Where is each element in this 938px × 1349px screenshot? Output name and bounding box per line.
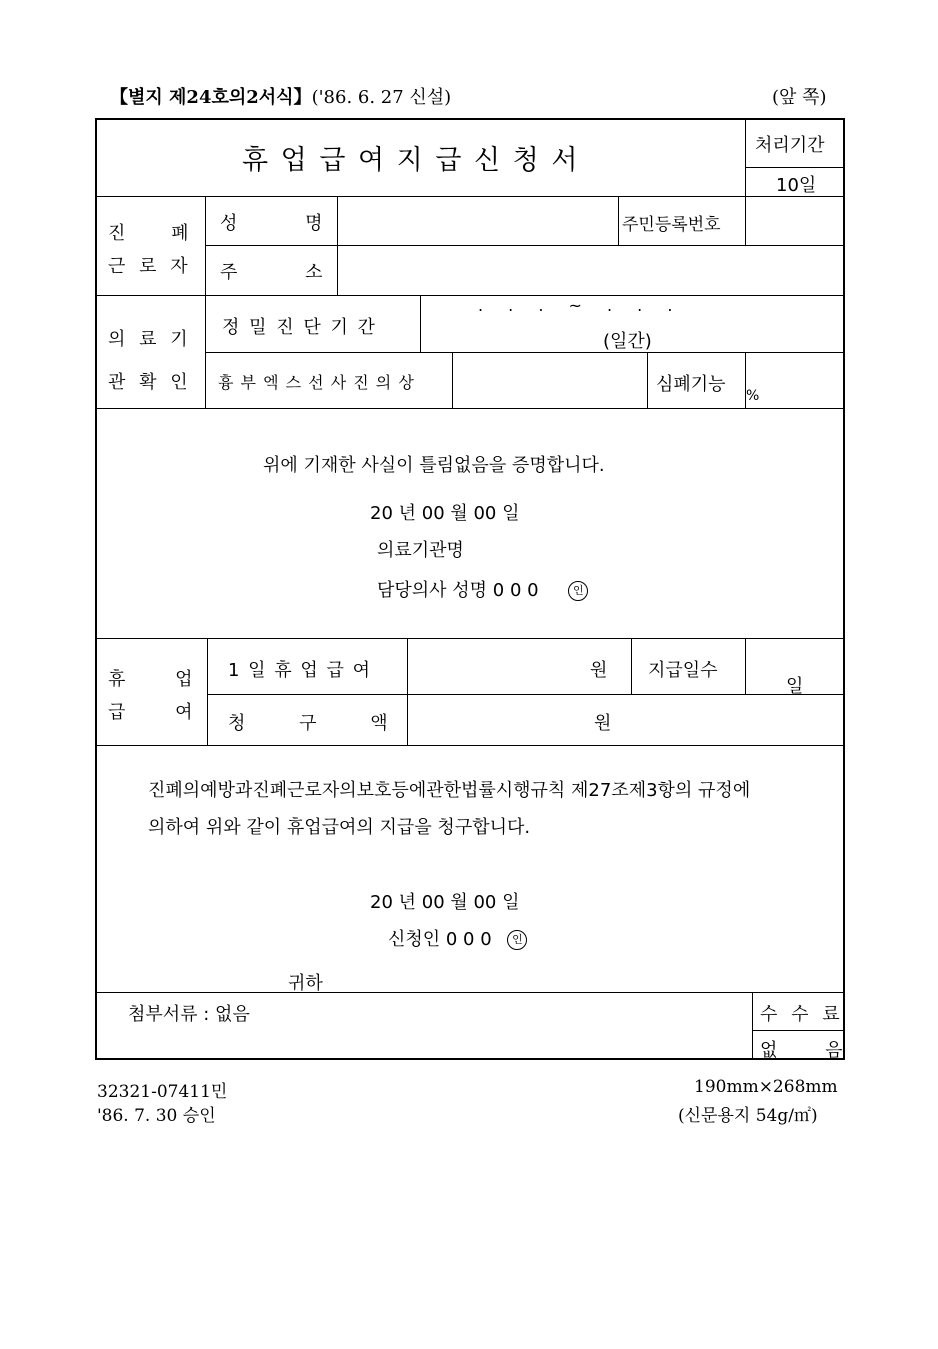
divider: [752, 1030, 845, 1031]
applicant-line: [388, 925, 527, 951]
chest-xray-label: 흉 부 엑 스 선 사 진 의 상: [218, 373, 414, 392]
processing-period-value: 10일: [776, 175, 817, 196]
daily-benefit-label: 1 일 휴 업 급 여: [228, 660, 371, 681]
diagnosis-period-label: 정 밀 진 단 기 간: [222, 317, 375, 338]
addressee-label: 귀하: [288, 973, 323, 994]
seal-mark: 인: [568, 581, 588, 601]
divider: [205, 245, 845, 246]
fee-label: 수 수 료: [760, 1004, 840, 1025]
name-label: 성 명: [220, 213, 323, 234]
won-unit: 원: [590, 660, 608, 681]
patient-section-label: 진 폐: [108, 223, 189, 244]
hospital-section-label: 의 료 기: [108, 329, 188, 350]
attachment-label: 첨부서류 : 없음: [128, 1004, 250, 1025]
divider: [420, 295, 421, 352]
divider: [207, 638, 208, 745]
divider: [407, 638, 408, 745]
claim-amount-label: 청 구 액: [228, 713, 388, 734]
seal-mark: 인: [507, 930, 527, 950]
doctor-name-text: 담당의사 성명 0 0 0: [377, 580, 539, 601]
paper-size: 190mm×268mm: [694, 1077, 838, 1097]
payment-days-label: 지급일수: [648, 660, 718, 681]
diagnosis-period-dates: . . . ~ . . .: [478, 296, 673, 315]
fee-value: 없 음: [760, 1040, 843, 1061]
divider: [207, 694, 845, 695]
divider: [452, 352, 453, 408]
divider: [95, 992, 845, 993]
diagnosis-period-days: (일간): [603, 331, 652, 352]
divider: [95, 408, 845, 409]
applicant-name-text: 신청인 0 0 0: [388, 929, 492, 950]
won-unit: 원: [594, 713, 612, 734]
certificate-date: 20 년 00 월 00 일: [370, 503, 520, 524]
lung-function-label: 심폐기능: [656, 374, 726, 395]
divider: [745, 196, 746, 245]
form-code: 32321-07411민: [97, 1082, 228, 1102]
divider: [205, 196, 206, 408]
patient-section-label: 근 로 자: [108, 256, 188, 277]
certificate-statement: 위에 기재한 사실이 틀림없음을 증명합니다.: [263, 455, 605, 476]
divider: [618, 196, 619, 245]
hospital-name-label: 의료기관명: [377, 540, 464, 561]
days-unit: 일: [786, 676, 804, 697]
divider: [745, 167, 845, 168]
divider: [337, 196, 338, 295]
page-side-label: (앞 쪽): [772, 87, 827, 108]
benefit-section-label: 휴 업: [108, 669, 193, 690]
rrn-label: 주민등록번호: [622, 215, 721, 235]
application-date: 20 년 00 월 00 일: [370, 892, 520, 913]
divider: [95, 196, 845, 197]
lung-function-unit: %: [746, 388, 760, 404]
benefit-section-label: 급 여: [108, 702, 193, 723]
form-number: 【별지 제24호의2서식】: [110, 87, 312, 108]
form-reference: [110, 83, 451, 109]
divider: [205, 352, 845, 353]
approval-date: '86. 7. 30 승인: [97, 1106, 216, 1126]
application-text: 의하여 위와 같이 휴업급여의 지급을 청구합니다.: [148, 817, 531, 838]
doctor-name-label: [377, 576, 588, 602]
page-title: 휴 업 급 여 지 급 신 청 서: [242, 145, 580, 176]
paper-type: (신문용지 54g/㎡): [678, 1106, 818, 1126]
address-label: 주 소: [220, 262, 323, 283]
application-text: 진폐의예방과진폐근로자의보호등에관한법률시행규칙 제27조제3항의 규정에: [148, 780, 751, 801]
form-note: ('86. 6. 27 신설): [311, 87, 452, 108]
divider: [745, 638, 746, 694]
divider: [95, 745, 845, 746]
hospital-section-label: 관 확 인: [108, 372, 188, 393]
divider: [752, 992, 753, 1060]
divider: [745, 118, 746, 196]
processing-period-label: 처리기간: [755, 135, 825, 156]
divider: [647, 352, 648, 408]
divider: [631, 638, 632, 694]
divider: [95, 295, 845, 296]
